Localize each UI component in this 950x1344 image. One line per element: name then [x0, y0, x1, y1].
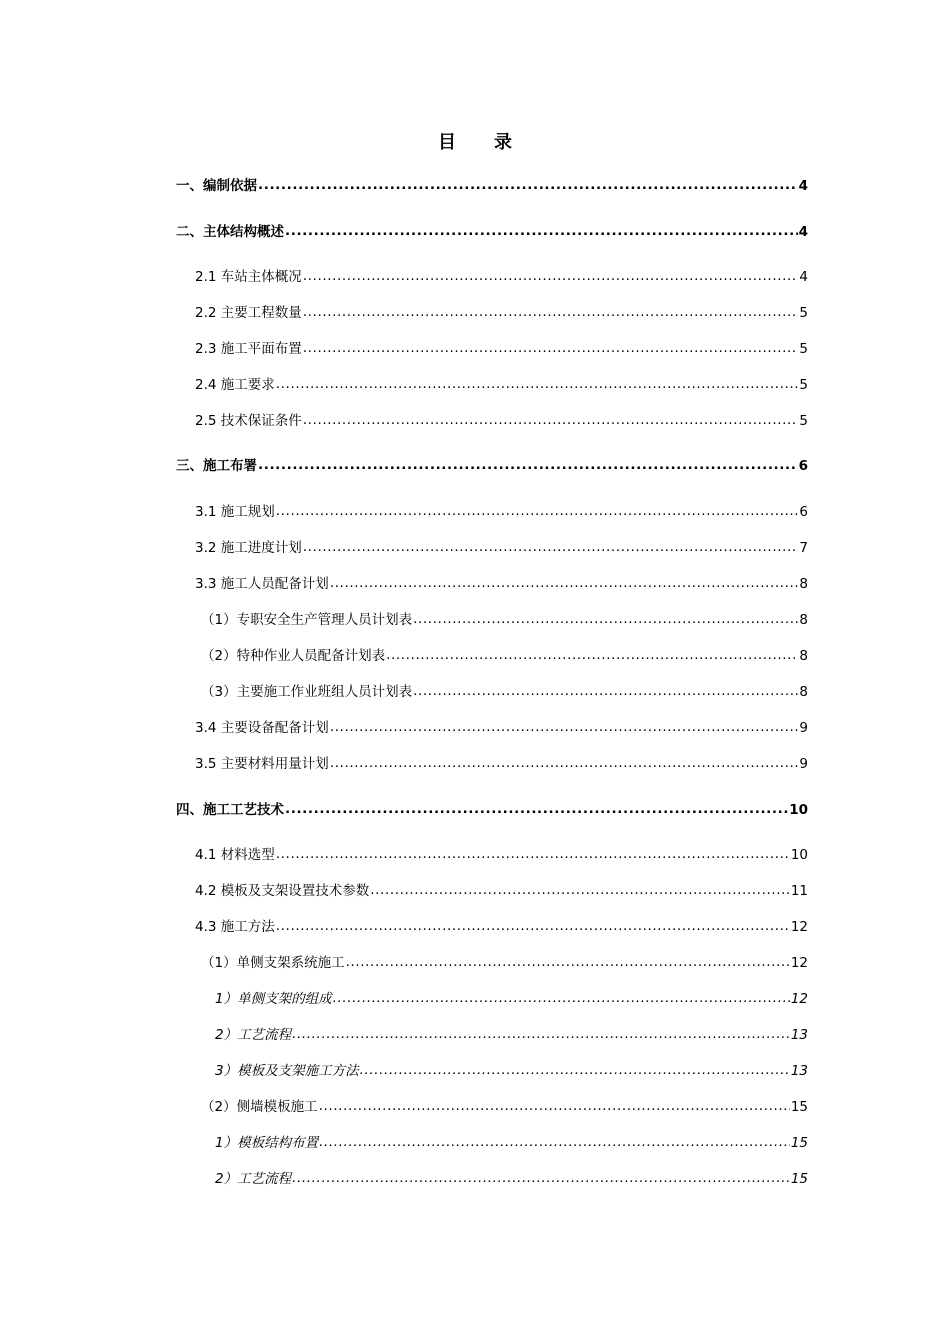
toc-page-number: 10 — [790, 847, 808, 863]
toc-entry-label: 2.1 车站主体概况 — [195, 269, 302, 285]
toc-entry-label: 3.2 施工进度计划 — [195, 540, 302, 556]
toc-leader — [276, 501, 799, 521]
toc-page-number: 13 — [790, 1027, 808, 1043]
toc-entry-label: 3.3 施工人员配备计划 — [195, 576, 329, 592]
toc-page-number: 6 — [799, 504, 808, 520]
toc-leader — [258, 175, 798, 195]
toc-page-number: 8 — [799, 684, 808, 700]
toc-entry-label: 三、施工布署 — [176, 458, 257, 474]
toc-entry-label: 4.1 材料选型 — [195, 847, 275, 863]
toc-entry-3-3-2[interactable] — [201, 646, 808, 666]
toc-entry-label: 2）工艺流程 — [215, 1027, 292, 1043]
toc-page-number: 8 — [799, 576, 808, 592]
toc-leader — [413, 609, 798, 629]
toc-page-number: 15 — [790, 1135, 808, 1151]
toc-leader — [386, 645, 798, 665]
toc-entry-label: 2）工艺流程 — [215, 1171, 292, 1187]
toc-page-number: 7 — [799, 540, 808, 556]
toc-leader — [292, 1024, 790, 1044]
toc-page-number: 8 — [799, 612, 808, 628]
toc-entry-4-3-1-3[interactable] — [215, 1061, 808, 1081]
toc-entry-label: 四、施工工艺技术 — [176, 802, 284, 818]
toc-leader — [285, 221, 798, 241]
toc-page-number: 15 — [790, 1099, 808, 1115]
toc-page-number: 5 — [799, 377, 808, 393]
toc-entry-label: 二、主体结构概述 — [176, 224, 284, 240]
toc-leader — [292, 1168, 790, 1188]
toc-entry-3-5[interactable] — [195, 754, 808, 774]
toc-leader — [303, 266, 799, 286]
toc-entry-1[interactable] — [176, 176, 808, 196]
toc-page-number: 11 — [790, 883, 808, 899]
toc-entry-4-3[interactable] — [195, 917, 808, 937]
toc-leader — [330, 573, 799, 593]
toc-entry-label: （3）主要施工作业班组人员计划表 — [201, 684, 413, 700]
toc-leader — [319, 1096, 790, 1116]
toc-page-number: 9 — [799, 756, 808, 772]
toc-entry-3[interactable] — [176, 456, 808, 476]
toc-entry-4-3-1[interactable] — [201, 953, 808, 973]
toc-entry-label: 一、编制依据 — [176, 178, 257, 194]
toc-entry-label: 3.4 主要设备配备计划 — [195, 720, 329, 736]
toc-leader — [303, 410, 799, 430]
toc-page-number: 4 — [799, 269, 808, 285]
toc-page-number: 12 — [790, 991, 808, 1007]
toc-entry-label: 3）模板及支架施工方法 — [215, 1063, 359, 1079]
toc-page-number: 5 — [799, 305, 808, 321]
toc-page-number: 9 — [799, 720, 808, 736]
toc-entry-label: （1）单侧支架系统施工 — [201, 955, 345, 971]
toc-page-number: 5 — [799, 413, 808, 429]
toc-entry-3-3-3[interactable] — [201, 682, 808, 702]
toc-entry-label: 4.2 模板及支架设置技术参数 — [195, 883, 370, 899]
toc-entry-2-4[interactable] — [195, 375, 808, 395]
toc-leader — [319, 1132, 790, 1152]
toc-leader — [276, 844, 790, 864]
toc-entry-label: （2）特种作业人员配备计划表 — [201, 648, 386, 664]
toc-leader — [285, 799, 788, 819]
toc-leader — [330, 753, 799, 773]
toc-entry-label: （2）侧墙模板施工 — [201, 1099, 318, 1115]
toc-leader — [346, 952, 790, 972]
toc-entry-3-3-1[interactable] — [201, 610, 808, 630]
toc-leader — [276, 916, 790, 936]
toc-entry-label: 2.5 技术保证条件 — [195, 413, 302, 429]
toc-entry-label: 3.1 施工规划 — [195, 504, 275, 520]
toc-leader — [370, 880, 790, 900]
toc-entry-4-3-1-1[interactable] — [215, 989, 808, 1009]
toc-leader — [303, 302, 799, 322]
toc-entry-label: 1）单侧支架的组成 — [215, 991, 332, 1007]
toc-leader — [276, 374, 799, 394]
toc-title — [0, 128, 950, 154]
toc-page-number: 6 — [798, 458, 808, 474]
toc-entry-3-3[interactable] — [195, 574, 808, 594]
toc-page-number: 5 — [799, 341, 808, 357]
toc-entry-label: 2.4 施工要求 — [195, 377, 275, 393]
toc-entry-2-5[interactable] — [195, 411, 808, 431]
toc-page-number: 12 — [790, 955, 808, 971]
toc-entry-label: 4.3 施工方法 — [195, 919, 275, 935]
toc-entry-3-2[interactable] — [195, 538, 808, 558]
toc-entry-2-2[interactable] — [195, 303, 808, 323]
toc-entry-2[interactable] — [176, 222, 808, 242]
toc-entry-4[interactable] — [176, 800, 808, 820]
toc-entry-label: 1）模板结构布置 — [215, 1135, 319, 1151]
toc-entry-label: 3.5 主要材料用量计划 — [195, 756, 329, 772]
toc-leader — [258, 455, 798, 475]
toc-leader — [303, 338, 799, 358]
toc-title-char-2: 录 — [494, 132, 512, 153]
toc-entry-4-3-2-2[interactable] — [215, 1169, 808, 1189]
toc-leader — [360, 1060, 790, 1080]
toc-entry-4-1[interactable] — [195, 845, 808, 865]
toc-page-number: 4 — [798, 178, 808, 194]
toc-entry-2-1[interactable] — [195, 267, 808, 287]
toc-page-number: 13 — [790, 1063, 808, 1079]
toc-leader — [333, 988, 790, 1008]
toc-leader — [303, 537, 799, 557]
toc-leader — [413, 681, 798, 701]
toc-page-number: 15 — [790, 1171, 808, 1187]
toc-entry-label: （1）专职安全生产管理人员计划表 — [201, 612, 413, 628]
toc-page-number: 12 — [790, 919, 808, 935]
toc-entry-label: 2.3 施工平面布置 — [195, 341, 302, 357]
toc-page-number: 10 — [789, 802, 808, 818]
toc-entry-4-2[interactable] — [195, 881, 808, 901]
toc-page-number: 8 — [799, 648, 808, 664]
toc-entry-label: 2.2 主要工程数量 — [195, 305, 302, 321]
toc-entry-3-4[interactable] — [195, 718, 808, 738]
toc-entry-3-1[interactable] — [195, 502, 808, 522]
toc-entry-4-3-2[interactable] — [201, 1097, 808, 1117]
toc-page-number: 4 — [798, 224, 808, 240]
toc-entry-2-3[interactable] — [195, 339, 808, 359]
toc-entry-4-3-1-2[interactable] — [215, 1025, 808, 1045]
toc-title-char-1: 目 — [438, 132, 456, 153]
toc-entry-4-3-2-1[interactable] — [215, 1133, 808, 1153]
toc-leader — [330, 717, 799, 737]
